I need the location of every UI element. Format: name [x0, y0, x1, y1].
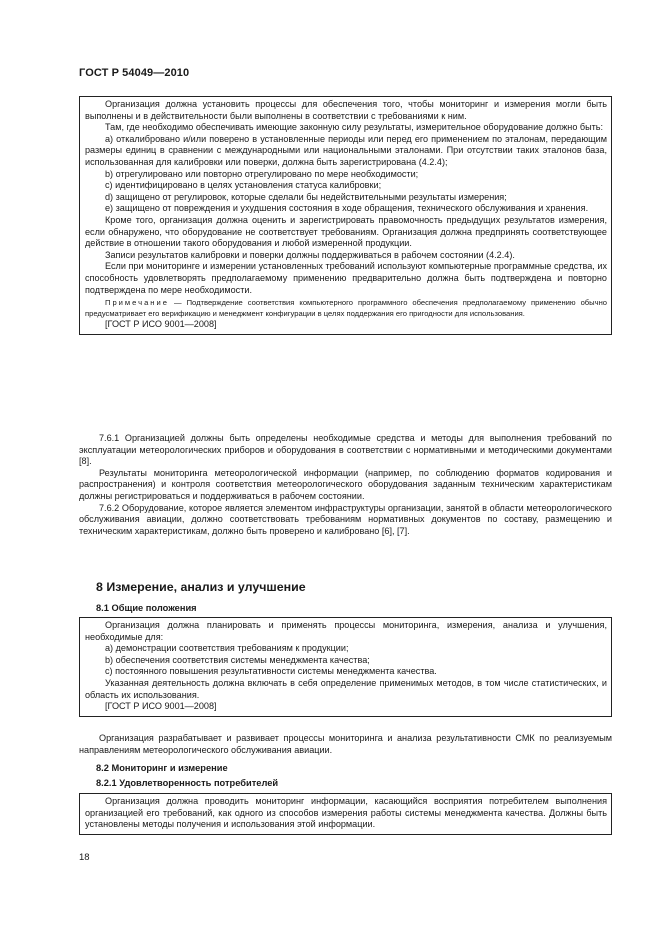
box1-note	[85, 298, 607, 319]
section-8-2-1-heading: 8.2.1 Удовлетворенность потребителей	[96, 778, 279, 788]
box2-reference: [ГОСТ Р ИСО 9001—2008]	[105, 701, 217, 712]
box1-paragraph: Записи результатов калибровки и поверки должны поддерживаться в рабочем состоянии (4.2.4).	[105, 249, 515, 260]
section-8-heading: 8 Измерение, анализ и улучшение	[96, 580, 306, 594]
box1-paragraph: Организация должна установить процессы для обеспечения того, чтобы мониторинг и измерения могли быть выполнены и в действительности были выполнены в соответствии с требованиями к ним.	[85, 99, 607, 121]
box1-list-item: b) отрегулировано или повторно отрегулировано по мере необходимости;	[105, 168, 419, 179]
quoted-standard-box-2	[79, 617, 612, 717]
page-number: 18	[79, 852, 90, 863]
box1-reference: [ГОСТ Р ИСО 9001—2008]	[105, 318, 217, 329]
box2-paragraph: Организация должна планировать и применять процессы мониторинга, измерения, анализа и улучшения, необходимые для:	[85, 620, 607, 642]
box1-list-item: d) защищено от регулировок, которые сделали бы недействительными результаты измерения;	[105, 191, 507, 202]
box2-list-item: c) постоянного повышения результативности системы менеджмента качества.	[105, 666, 437, 677]
clause-7-6-2: 7.6.2 Оборудование, которое является элементом инфраструктуры организации, занятой в области метеорологического обслуживания авиации, должно соответствовать требованиям нормативных документов по составу, размещению и техническим характеристикам, должно быть проверено и калибровано [6], [7].	[79, 502, 612, 536]
box1-list-item: c) идентифицировано в целях установления статуса калибровки;	[105, 180, 382, 191]
box3-paragraph: Организация должна проводить мониторинг информации, касающийся восприятия потребителем выполнения организацией его требований, как одного из способов измерения работы системы менеджмента качества. Должны быть установлены методы получения и использования этой информации.	[85, 796, 607, 830]
document-code-header: ГОСТ Р 54049—2010	[79, 67, 190, 79]
smk-processes-paragraph: Организация разрабатывает и развивает процессы мониторинга и анализа результативности СМК по реализуемым направлениям метеорологического обслуживания авиации.	[79, 733, 612, 755]
body-text-7-6	[79, 433, 612, 537]
quoted-standard-box-1	[79, 96, 612, 335]
box1-list-item: а) откалибровано и/или поверено в установленные периоды или перед его применением по эталонам, передающим размеры единиц в сравнении с международными или национальными эталонами. При отсутствии таких эталонов база, использованная для калибровки или поверки, должна быть зарегистрирована (4.2.4);	[85, 133, 607, 167]
note-label: Примечание	[105, 298, 169, 308]
quoted-standard-box-3	[79, 793, 612, 835]
box1-paragraph: Если при мониторинге и измерении установленных требований используют компьютерные программные средства, их способность удовлетворять предполагаемому применению предварительно должна быть подтверждена и повторно подтверждена по мере необходимости.	[85, 261, 607, 295]
box2-list-item: b) обеспечения соответствия системы менеджмента качества;	[105, 654, 370, 665]
box2-paragraph: Указанная деятельность должна включать в себя определение применимых методов, в том числе статистических, и область их использования.	[85, 677, 607, 700]
box2-list-item: a) демонстрации соответствия требованиям к продукции;	[105, 643, 349, 654]
box1-list-item: e) защищено от повреждения и ухудшения состояния в ходе обращения, технического обслуживания и хранения.	[105, 203, 589, 214]
clause-7-6-1-results: Результаты мониторинга метеорологической информации (например, по соблюдению форматов кодирования и распространения) и контроля соответствия метеорологического оборудования заданным техническим характеристикам должны регистрироваться и поддерживаться в рабочем состоянии.	[79, 467, 612, 501]
section-8-1-heading: 8.1 Общие положения	[96, 603, 197, 613]
section-8-2-heading: 8.2 Мониторинг и измерение	[96, 763, 228, 773]
body-text-8-1	[79, 733, 612, 756]
note-text: — Подтверждение соответствия компьютерного программного обеспечения предполагаемому применению обычно предусматривает его верификацию и менеджмент конфигурации в целях поддержания его пригодности для использования.	[85, 298, 607, 318]
box1-paragraph: Кроме того, организация должна оценить и зарегистрировать правомочность предыдущих результатов измерения, если обнаружено, что оборудование не соответствует требованиям. Организация должна предпринять соответствующее действие в отношении такого оборудования и любой измеренной продукции.	[85, 214, 607, 249]
box1-paragraph: Там, где необходимо обеспечивать имеющие законную силу результаты, измерительное оборудование должно быть:	[105, 122, 604, 133]
clause-7-6-1: 7.6.1 Организацией должны быть определены необходимые средства и методы для выполнения требований по эксплуатации метеорологических приборов и оборудования в соответствии с нормативными и методическими документами [8].	[79, 433, 612, 467]
